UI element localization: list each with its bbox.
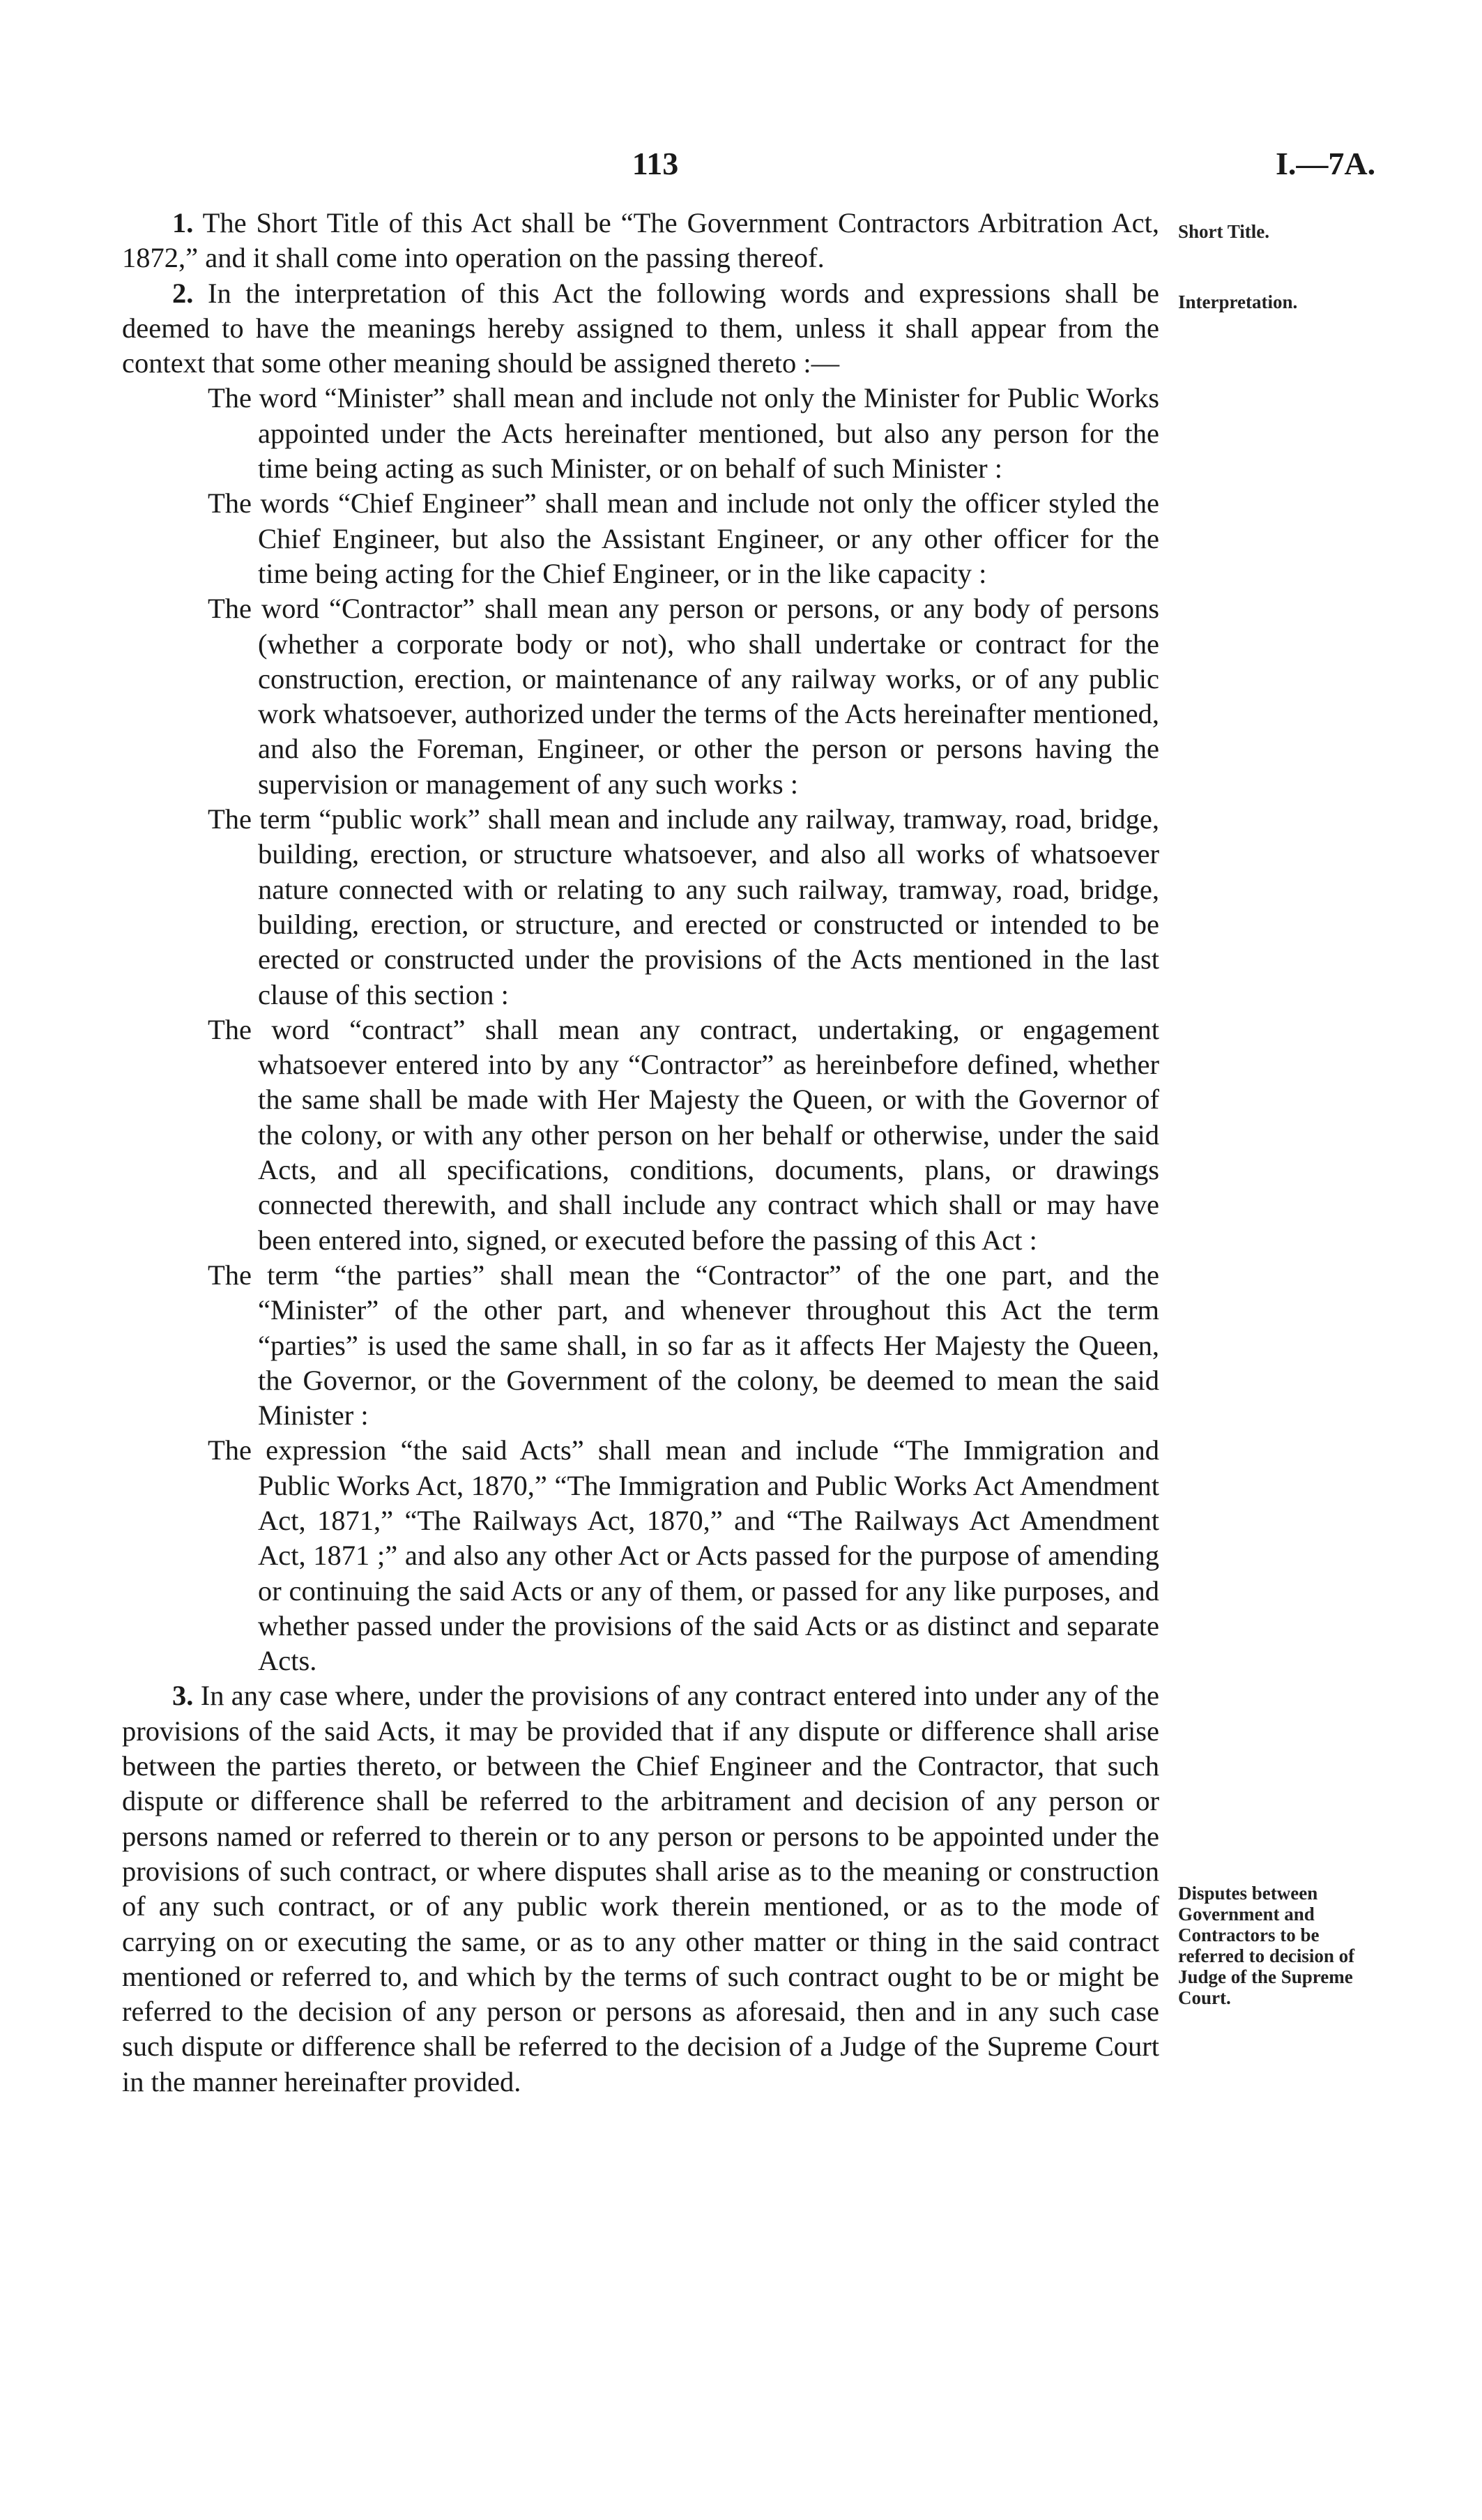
- definition-public-work: The term “public work” shall mean and include any railway, tramway, road, bridge, building, erection, or structure whatsoever, and also all works of whatsoever nature connected with or relating to any such railway, tramway, road, bridge, building, erection, or structure, and erected or constructed or intended to be erected or constructed under the provisions of the Acts mentioned in the last clause of this section :: [208, 803, 1159, 1010]
- page-number: 113: [632, 146, 679, 181]
- section-3: [122, 1678, 1159, 2100]
- margin-note-short-title: Short Title.: [1178, 221, 1270, 242]
- section-number: 2.: [172, 277, 194, 309]
- definition-chief-engineer: The words “Chief Engineer” shall mean and include not only the officer styled the Chief Engineer, but also the Assistant Engineer, or any other officer for the time being acting for the Chief Engineer, or in the like capacity :: [208, 487, 1159, 589]
- definition-contract: The word “contract” shall mean any contract, undertaking, or engagement whatsoever entered into by any “Contractor” as hereinbefore defined, whether the same shall be made with Her Majesty the Queen, or with the Governor of the colony, or with any other person on her behalf or otherwise, under the said Acts, and all specifications, conditions, documents, plans, or drawings connected therewith, and shall include any contract which shall or may have been entered into, signed, or executed before the passing of this Act :: [208, 1013, 1159, 1256]
- paper-reference: I.—7A.: [1276, 146, 1376, 181]
- definition-contractor: The word “Contractor” shall mean any person or persons, or any body of persons (whether a corporate body or not), who shall undertake or contract for the construction, erection, or maintenance of any railway works, or of any public work whatsoever, authorized under the terms of the Acts hereinafter mentioned, and also the Foreman, Engineer, or other the person or persons having the supervision or management of any such works :: [208, 593, 1159, 800]
- section-number: 1.: [172, 207, 194, 238]
- section-text: In any case where, under the provisions of any contract entered into under any of the provisions of the said Acts, it may be provided that if any dispute or difference shall arise between the parties thereto, or between the Chief Engineer and the Contractor, that such dispute or difference shall be referred to the arbitrament and decision of any person or persons named or referred to therein or to any person or persons to be appointed under the provisions of such contract, or where disputes shall arise as to the meaning or construction of any such contract, or of any public work therein mentioned, or as to the mode of carrying on or executing the same, or as to any other matter or thing in the said contract mentioned or referred to, and which by the terms of such contract ought to be or might be referred to the decision of any person or persons as aforesaid, then and in any such case such dispute or difference shall be referred to the decision of a Judge of the Supreme Court in the manner hereinafter provided.: [122, 1680, 1159, 2097]
- act-body: [122, 206, 1159, 2100]
- section-text: In the interpretation of this Act the following words and expressions shall be deemed to have the meanings hereby assigned to them, unless it shall appear from the context that some other meaning should be assigned thereto :—: [122, 277, 1159, 379]
- margin-note-disputes: Disputes between Government and Contractors to be referred to decision of Judge of the Supreme Court.: [1178, 1883, 1355, 2008]
- section-number: 3.: [172, 1680, 194, 1712]
- section-1: [122, 206, 1159, 276]
- margin-note-interpretation: Interpretation.: [1178, 291, 1298, 312]
- definition-minister: The word “Minister” shall mean and include not only the Minister for Public Works appointed under the Acts hereinafter mentioned, but also any person for the time being acting as such Minister, or on behalf of such Minister :: [208, 382, 1159, 485]
- definition-said-acts: The expression “the said Acts” shall mean and include “The Immigration and Public Works Act, 1870,” “The Immigration and Public Works Act Amendment Act, 1871,” “The Railways Act, 1870,” and “The Railways Act Amendment Act, 1871 ;” and also any other Act or Acts passed for the purpose of amending or continuing the said Acts or any of them, or passed for any like purposes, and whether passed under the provisions of the said Acts or as distinct and separate Acts.: [208, 1434, 1159, 1677]
- section-text: The Short Title of this Act shall be “The Government Contractors Arbitration Act, 1872,” and it shall come into operation on the passing thereof.: [122, 207, 1159, 274]
- definition-parties: The term “the parties” shall mean the “Contractor” of the one part, and the “Minister” of the other part, and whenever throughout this Act the term “parties” is used the same shall, in so far as it affects Her Majesty the Queen, the Governor, or the Government of the colony, be deemed to mean the said Minister :: [208, 1259, 1159, 1432]
- section-2: [122, 276, 1159, 381]
